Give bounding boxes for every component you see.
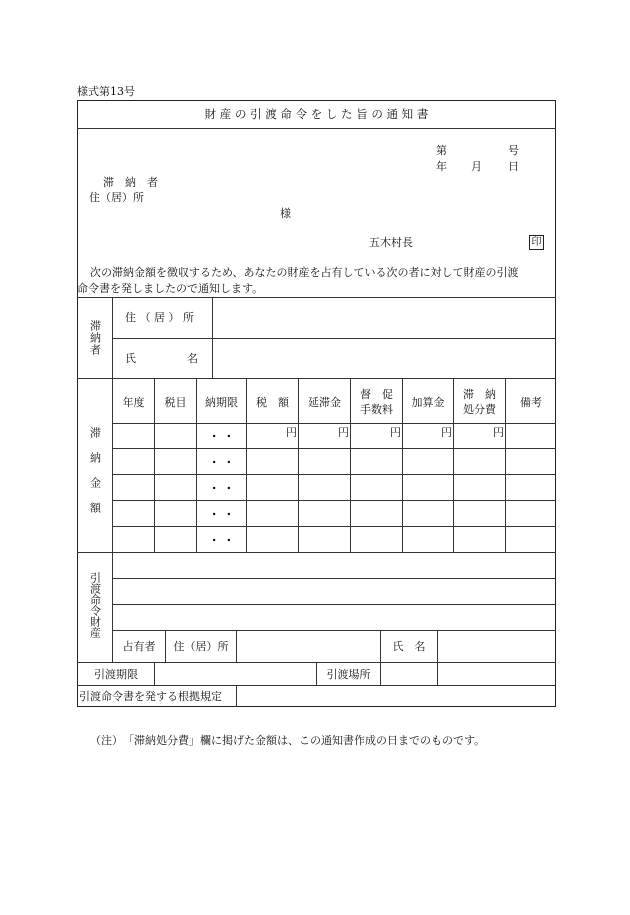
delinquent-row-divider [112,338,556,339]
property-section-label [88,572,102,640]
possessor-address-label: 住（居）所 [173,640,229,653]
due-date-dots: ・ ・ [208,534,235,547]
possessor-name-label: 氏 名 [392,640,426,653]
due-date-dots: ・ ・ [208,430,235,443]
col-header-remarks: 備考 [520,396,542,409]
delinquent-name-label-1: 氏 [125,352,136,365]
footnote: （注） 「滞納処分費」欄に掲げた金額は、この通知書作成の日までのものです。 [90,734,486,747]
delivery-divider [154,662,155,685]
property-row-line [112,604,556,605]
number-suffix: 号 [508,144,519,157]
yen-surcharge: 円 [441,426,452,439]
yen-disposal: 円 [493,426,504,439]
possessor-label: 占有者 [122,640,156,653]
issuer-title: 五木村長 [369,236,413,249]
amount-row-line [112,500,556,501]
delivery-row-divider [77,685,556,686]
due-date-dots: ・ ・ [208,482,235,495]
delinquent-section-label [88,320,102,358]
property-row-line [112,630,556,631]
delinquent-address-label: 住 （ 居 ） 所 [125,311,194,324]
amount-row-line [112,474,556,475]
delivery-deadline-label: 引渡期限 [94,668,138,681]
body-text-line-2: 命令書を発しましたので通知します。 [77,282,264,295]
recipient-label: 滞 納 者 [103,176,158,189]
delivery-divider [380,662,381,685]
col-header-surcharge: 加算金 [411,396,445,409]
date-day: 日 [508,160,519,173]
col-header-late-fee: 延滞金 [308,396,341,409]
delivery-divider [437,662,438,685]
col-header-reminder-1: 督 促 [360,388,393,401]
basis-divider [236,685,237,707]
form-title: 財 産 の 引 渡 命 令 を し た 旨 の 通 知 書 [204,107,429,121]
date-month: 月 [471,160,482,173]
form-number: 様式第13号 [77,85,135,98]
yen-late-fee: 円 [338,426,349,439]
header-divider [77,297,556,298]
amount-section-label [88,427,102,529]
yen-tax-amount: 円 [286,426,297,439]
property-section-label-text: 引渡命令財産 [88,572,102,638]
due-date-dots: ・ ・ [208,508,235,521]
col-header-reminder-2: 手数料 [360,403,393,416]
recipient-address-label: 住（居）所 [89,191,144,204]
amount-row-line [112,526,556,527]
delivery-place-label: 引渡場所 [326,668,371,681]
property-row-line [112,578,556,579]
col-header-due: 納期限 [205,396,238,409]
col-header-tax-amount: 税 額 [256,396,289,409]
amount-header-divider [112,423,556,424]
col-header-disposal-2: 処分費 [463,403,496,416]
honorific-sama: 様 [280,207,291,220]
delinquent-name-label-2: 名 [187,352,198,365]
possessor-divider [437,630,438,662]
body-text-line-1: 次の滞納金額を徴収するため、あなたの財産を占有している次の者に対して財産の引渡 [90,266,519,279]
delinquent-bottom-border [77,378,556,379]
amount-section-label-text: 滞納金額 [88,427,102,527]
amount-bottom-border [77,552,556,553]
col-header-disposal-1: 滞 納 [463,388,496,401]
delinquent-section-label-text: 滞納者 [88,320,102,356]
seal-mark: 印 [529,235,544,250]
number-prefix: 第 [436,144,447,157]
col-header-tax: 税目 [164,396,187,409]
yen-reminder: 円 [390,426,401,439]
due-date-dots: ・ ・ [208,456,235,469]
title-divider [77,128,556,129]
date-year: 年 [436,160,447,173]
possessor-divider [236,630,237,662]
col-header-year: 年度 [122,396,145,409]
amount-row-line [112,448,556,449]
delivery-basis-label: 引渡命令書を発する根拠規定 [79,690,222,703]
